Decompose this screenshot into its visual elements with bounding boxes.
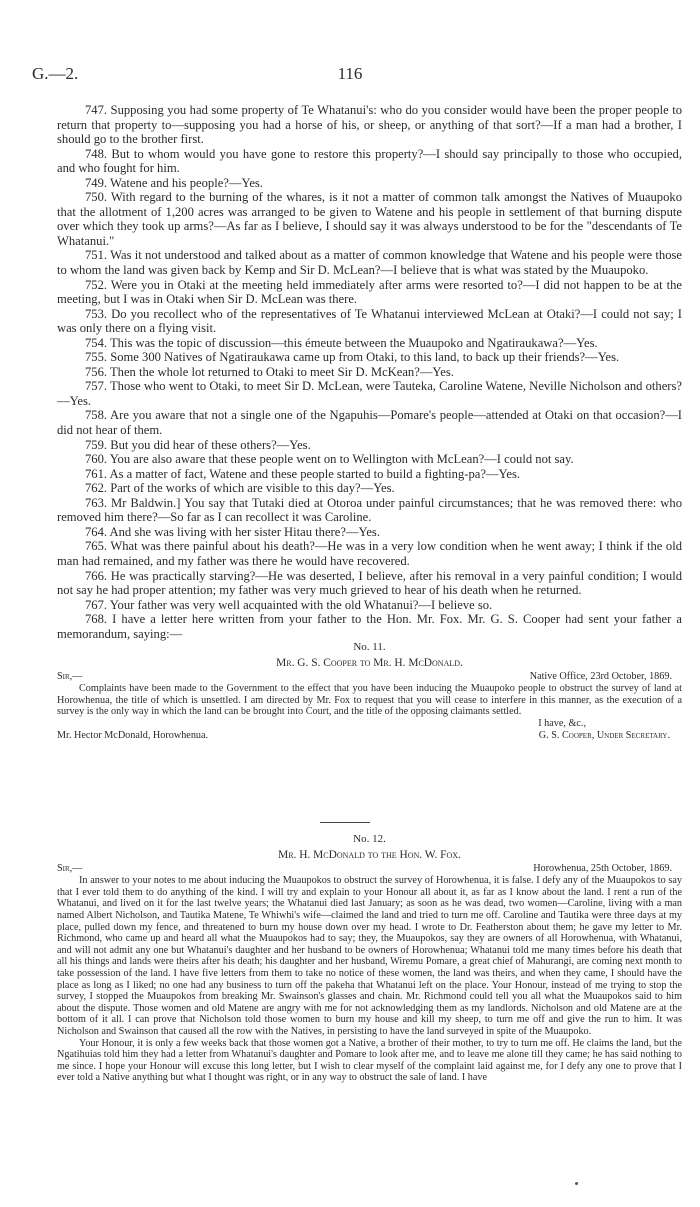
qa-paragraph: 762. Part of the works of which are visible to this day?—Yes. <box>85 481 395 496</box>
letter-heading-row <box>57 671 682 683</box>
document-reference: G.—2. <box>32 64 79 83</box>
qa-paragraph: 763. Mr Baldwin.] You say that Tutaki died at Otoroa under painful circumstances; that he was removed there: who removed him there?—So far as I can recollect it was Caroline. <box>57 495 682 525</box>
letter-no-12 <box>57 834 682 1084</box>
qa-paragraph: 765. What was there painful about his death?—He was in a very low condition when he went away; I think if the old man had remained, and my father was there he would have recovered. <box>57 539 682 568</box>
qa-paragraph: 751. Was it not understood and talked about as a matter of common knowledge that Watene and his people were those to whom the land was given back by Kemp and Sir D. McLean?—I believe that is what was stated by the Muaupoko. <box>57 248 682 278</box>
letter-dateline: Native Office, 23rd October, 1869. <box>529 671 672 683</box>
qa-paragraph: 754. This was the topic of discussion—this émeute between the Muaupoko and Ngatiraukawa?—Yes. <box>85 335 598 350</box>
letter-closing: I have, &c., <box>538 717 586 729</box>
testimony-section <box>57 103 682 641</box>
qa-paragraph: 755. Some 300 Natives of Ngatiraukawa came up from Otaki, to this land, to back up their friends?—Yes. <box>85 350 620 365</box>
qa-paragraph: 767. Your father was very well acquainted with the old Whatanui?—I believe so. <box>85 597 493 612</box>
section-divider <box>320 822 370 823</box>
letter-body: Complaints have been made to the Government to the effect that you have been inducing the Muaupoko people to obstruct the survey of land at Horowhenua, the title of which is unsettled. I am directed by Mr. Fox to request that you will cease to interfere in this manner, as the execution of a survey is the only way in which the land can be brought into Court, and the title of the opposing claimants settled. <box>57 683 682 718</box>
page-mark <box>575 1182 578 1185</box>
letter-heading-row <box>57 863 682 875</box>
letter-salutation: Sir,— <box>57 863 83 875</box>
letter-salutation: Sir,— <box>57 671 83 683</box>
qa-paragraph: 760. You are also aware that these people went on to Wellington with McLean?—I could not say. <box>85 452 574 467</box>
qa-paragraph: 750. With regard to the burning of the whares, is it not a matter of common talk amongst the Natives of Muaupoko that the allotment of 1,200 acres was arranged to be given to Watene and his people in settlement of that burning dispute over which they took up arms?—As far as I believe, I should say it was always understood to be for the "descendants of Te Whatanui." <box>57 190 682 248</box>
qa-paragraph: 757. Those who went to Otaki, to meet Sir D. McLean, were Tauteka, Caroline Watene, Neville Nicholson and others?—Yes. <box>57 379 682 408</box>
letter-addressee: Mr. Hector McDonald, Horowhenua. <box>57 729 209 741</box>
qa-paragraph: 756. Then the whole lot returned to Otaki to meet Sir D. McKean?—Yes. <box>85 364 454 379</box>
letter-number: No. 11. <box>353 641 386 653</box>
letter-dateline: Horowhenua, 25th October, 1869. <box>533 863 672 875</box>
letter-no-11 <box>57 642 682 743</box>
qa-paragraph: 766. He was practically starving?—He was deserted, I believe, after his removal in a very painful condition; I would not say he had proper attention; my father was very much grieved to hear of his death when he returned. <box>57 568 682 598</box>
qa-paragraph: 749. Watene and his people?—Yes. <box>85 175 263 190</box>
qa-paragraph: 768. I have a letter here written from your father to the Hon. Mr. Fox. Mr. G. S. Cooper had sent your father a memorandum, saying:— <box>57 612 682 641</box>
letter-signature-row <box>57 730 682 743</box>
qa-paragraph: 764. And she was living with her sister Hitau there?—Yes. <box>85 524 380 539</box>
letter-body: In answer to your notes to me about inducing the Muaupokos to obstruct the survey of Horowhenua, it is false. I defy any of the Muaupokos to say that I ever told them to do anything of the kind. I will try and explain to your Honour all about it, as far as I know about the land. I rent a run of the Whatanui, and lived on it for the last twelve years; the Whatanui died last January; as soon as he was dead, two women—Caroline, living with a man named Albert Nicholson, and Tautika Matene, Te Whiwhi's wife—claimed the land and tried to turn me off. Caroline and Tautika were three days at my place, pulled down my fence, and threatened to burn my house down over my head. I wrote to Dr. Featherston about them; he gave my letter to Mr. Richmond, who came up and heard all what the Muaupokos had to say; they, the Muaupokos, say they are owners of all Horowhenua, with Whatanui, and will not admit any one but Whatanui's daughter and her husband to be owners of Horowhenua; Whatanui told me many times before his death that all his things and lands were theirs after his death; his daughter and her husband, Wiremu Pomare, a great chief of Mahurangi, are coming next month to take possession of the land. I have five letters from them to take no notice of these women, the land was theirs, and when they came, I should have the place as long as I liked; no one had any business to turn off the pakeha that Whatanui left on the place. Your Honour, instead of me trying to stop the survey, I stopped the Muaupokos from breaking Mr. Swainson's glasses and chain. Mr. Richmond could tell you all what the Muaupokos said to him about the dispute. Those women and old Matene are angry with me for not acknowledging them as my landlords. Nicholson and old Matene are at the bottom of it all. I can prove that Nicholson told those women to burn my house and kill my sheep, to turn me off and give the run to him. It was Nicholson and Swainson that caused all the row with the Natives, in persisting to have the land surveyed in spite of the Muaupoko. <box>57 875 682 1037</box>
letter-title: Mr. G. S. Cooper to Mr. H. McDonald. <box>276 656 463 669</box>
qa-paragraph: 747. Supposing you had some property of Te Whatanui's: who do you consider would have been the proper people to return that property to—supposing you had a horse of his, or sheep, or anything of that sort?—If a man had a brother, I should go to the brother first. <box>57 103 682 147</box>
page-number: 116 <box>337 64 363 83</box>
letter-body: Your Honour, it is only a few weeks back that those women got a Native, a brother of their mother, to try to turn me off. He claims the land, but the Ngatihuias told him they had a letter from Whatanui's daughter and Pomare to look after me, and to leave me alone till they came; he has said nothing to me since. I hope your Honour will excuse this long letter, but I wish to clear myself of the complaint laid against me, for I defy any one to prove that I ever told a Native anything but what I thought was right, or in any way to obstruct the sale of land. I have <box>57 1037 682 1084</box>
qa-paragraph: 759. But you did hear of these others?—Yes. <box>85 437 311 452</box>
letter-title: Mr. H. McDonald to the Hon. W. Fox. <box>278 848 461 861</box>
qa-paragraph: 753. Do you recollect who of the representatives of Te Whatanui interviewed McLean at Otaki?—I could not say; I was only there on a flying visit. <box>57 306 682 336</box>
letter-signature: G. S. Cooper, Under Secretary. <box>538 729 670 741</box>
page-header <box>32 64 668 86</box>
qa-paragraph: 752. Were you in Otaki at the meeting held immediately after arms were resorted to?—I did not happen to be at the meeting, but I was in Otaki when Sir D. McLean was there. <box>57 277 682 307</box>
qa-paragraph: 758. Are you aware that not a single one of the Ngapuhis—Pomare's people—attended at Otaki on that occasion?—I did not hear of them. <box>57 408 682 438</box>
qa-paragraph: 748. But to whom would you have gone to restore this property?—I should say principally to those who occupied, and who fought for him. <box>57 146 682 176</box>
qa-paragraph: 761. As a matter of fact, Watene and these people started to build a fighting-pa?—Yes. <box>85 466 520 481</box>
letter-number: No. 12. <box>353 833 386 845</box>
